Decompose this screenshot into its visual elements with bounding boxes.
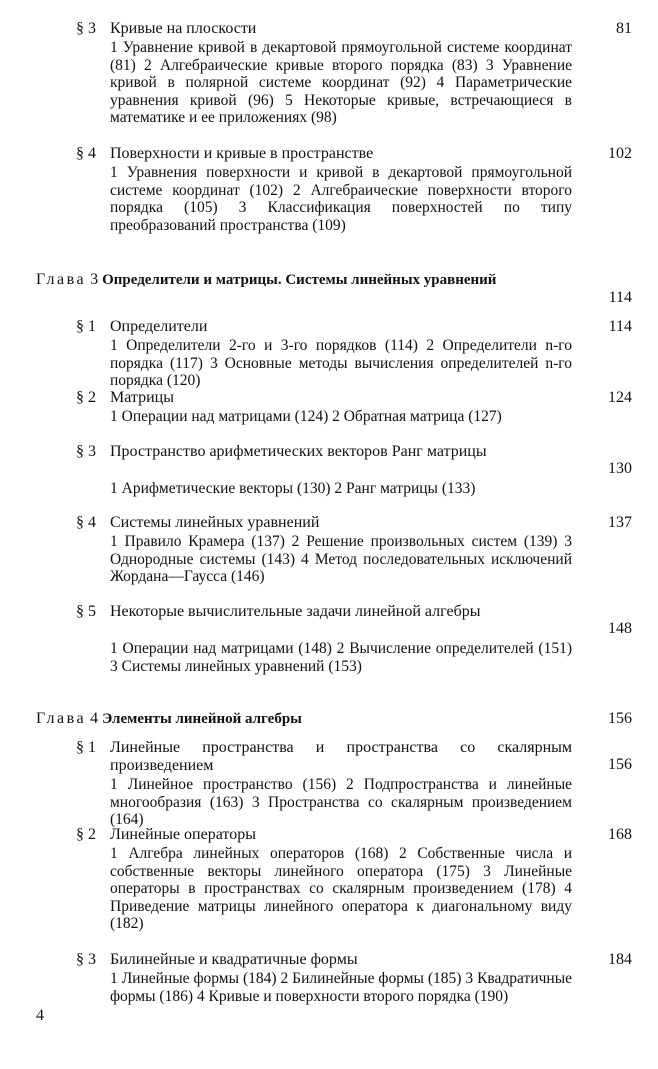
section-number: § 4 — [76, 145, 96, 162]
section-number: § 2 — [76, 826, 96, 843]
subsection-list: 1 Уравнение кривой в декартовой прямоугольной системе координат (81) 2 Алгебраические кривые второго порядка (83) 3 Уравнение кривой в полярной системе координат (92) 4 Параметрические уравнения кривой (96) 5 Некоторые кривые, встречающиеся в математике и ее приложениях (98) — [110, 39, 572, 127]
section-title: Кривые на плоскости — [110, 20, 257, 37]
subsection-list: 1 Определители 2-го и 3-го порядков (114) 2 Определители n-го порядка (117) 3 Основные методы вычисления определителей n-го порядка (120) — [110, 337, 572, 390]
subsection-list: 1 Линейное пространство (156) 2 Подпространства и линейные многообразия (163) 3 Пространства со скалярным произведением (164) — [110, 776, 572, 829]
section-title: Матрицы — [110, 389, 174, 406]
chapter-label: Глава — [36, 710, 87, 727]
toc-section — [76, 603, 632, 675]
section-number: § 3 — [76, 20, 96, 37]
subsection-list: 1 Алгебра линейных операторов (168) 2 Собственные числа и собственные векторы линейного оператора (175) 3 Линейные операторы в пространствах со скалярным произведением (178) 4 Приведение матрицы линейного оператора к диагональному виду (182) — [110, 845, 572, 933]
toc-section — [76, 514, 632, 586]
page-number: 124 — [608, 389, 632, 406]
toc-section — [76, 739, 632, 829]
section-title: Поверхности и кривые в пространстве — [110, 145, 374, 162]
subsection-list: 1 Линейные формы (184) 2 Билинейные формы (185) 3 Квадратичные формы (186) 4 Кривые и поверхности второго порядка (190) — [110, 970, 572, 1005]
subsection-list: 1 Арифметические векторы (130) 2 Ранг матрицы (133) — [110, 480, 476, 497]
page-number: 184 — [608, 951, 632, 968]
chapter-number: 3 — [90, 271, 99, 288]
section-title: Пространство арифметических векторов Ранг матрицы — [110, 443, 487, 460]
toc-section — [76, 318, 632, 390]
chapter-heading — [36, 710, 632, 729]
section-title: Некоторые вычислительные задачи линейной алгебры — [110, 603, 481, 620]
chapter-title: Определители и матрицы. Системы линейных уравнений — [102, 272, 497, 288]
section-number: § 3 — [76, 443, 96, 460]
subsection-list: 1 Операции над матрицами (124) 2 Обратная матрица (127) — [110, 408, 502, 425]
page-number: 137 — [608, 514, 632, 531]
page-number: 114 — [608, 318, 632, 335]
section-number: § 2 — [76, 389, 96, 406]
page-number: 156 — [608, 710, 632, 727]
page-number: 130 — [608, 460, 632, 477]
page-number: 168 — [608, 826, 632, 843]
page-number: 114 — [608, 289, 632, 306]
toc-section — [76, 826, 632, 933]
section-number: § 1 — [76, 318, 96, 335]
section-number: § 4 — [76, 514, 96, 531]
toc-section — [76, 20, 632, 127]
section-title: Линейные операторы — [110, 826, 256, 843]
toc-section — [76, 145, 632, 234]
section-title: Линейные пространства и пространства со скалярным произведением — [110, 739, 572, 774]
toc-section — [76, 389, 632, 426]
section-title: Системы линейных уравнений — [110, 514, 320, 531]
subsection-list: 1 Правило Крамера (137) 2 Решение произвольных систем (139) 3 Однородные системы (143) 4 Метод последовательных исключений Жордана—Гаусса (146) — [110, 533, 572, 586]
toc-section — [76, 951, 632, 1005]
page-number: 148 — [608, 620, 632, 637]
section-number: § 3 — [76, 951, 96, 968]
section-title: Определители — [110, 318, 208, 335]
section-title: Билинейные и квадратичные формы — [110, 951, 358, 968]
chapter-heading — [36, 271, 632, 306]
section-number: § 5 — [76, 603, 96, 620]
chapter-title: Элементы линейной алгебры — [102, 711, 302, 727]
page-number: 156 — [608, 756, 632, 773]
page-number: 102 — [608, 145, 632, 162]
subsection-list: 1 Операции над матрицами (148) 2 Вычисление определителей (151) 3 Системы линейных уравнений (153) — [110, 640, 572, 675]
toc-section — [76, 443, 632, 498]
chapter-label: Глава — [36, 271, 87, 288]
chapter-number: 4 — [90, 710, 99, 727]
page-number: 81 — [616, 20, 632, 37]
section-number: § 1 — [76, 739, 96, 756]
folio-page-number: 4 — [36, 1007, 44, 1024]
subsection-list: 1 Уравнения поверхности и кривой в декартовой прямоугольной системе координат (102) 2 Алгебраические поверхности второго порядка (105) 3 Классификация поверхностей по типу преобразований пространства (109) — [110, 164, 572, 234]
